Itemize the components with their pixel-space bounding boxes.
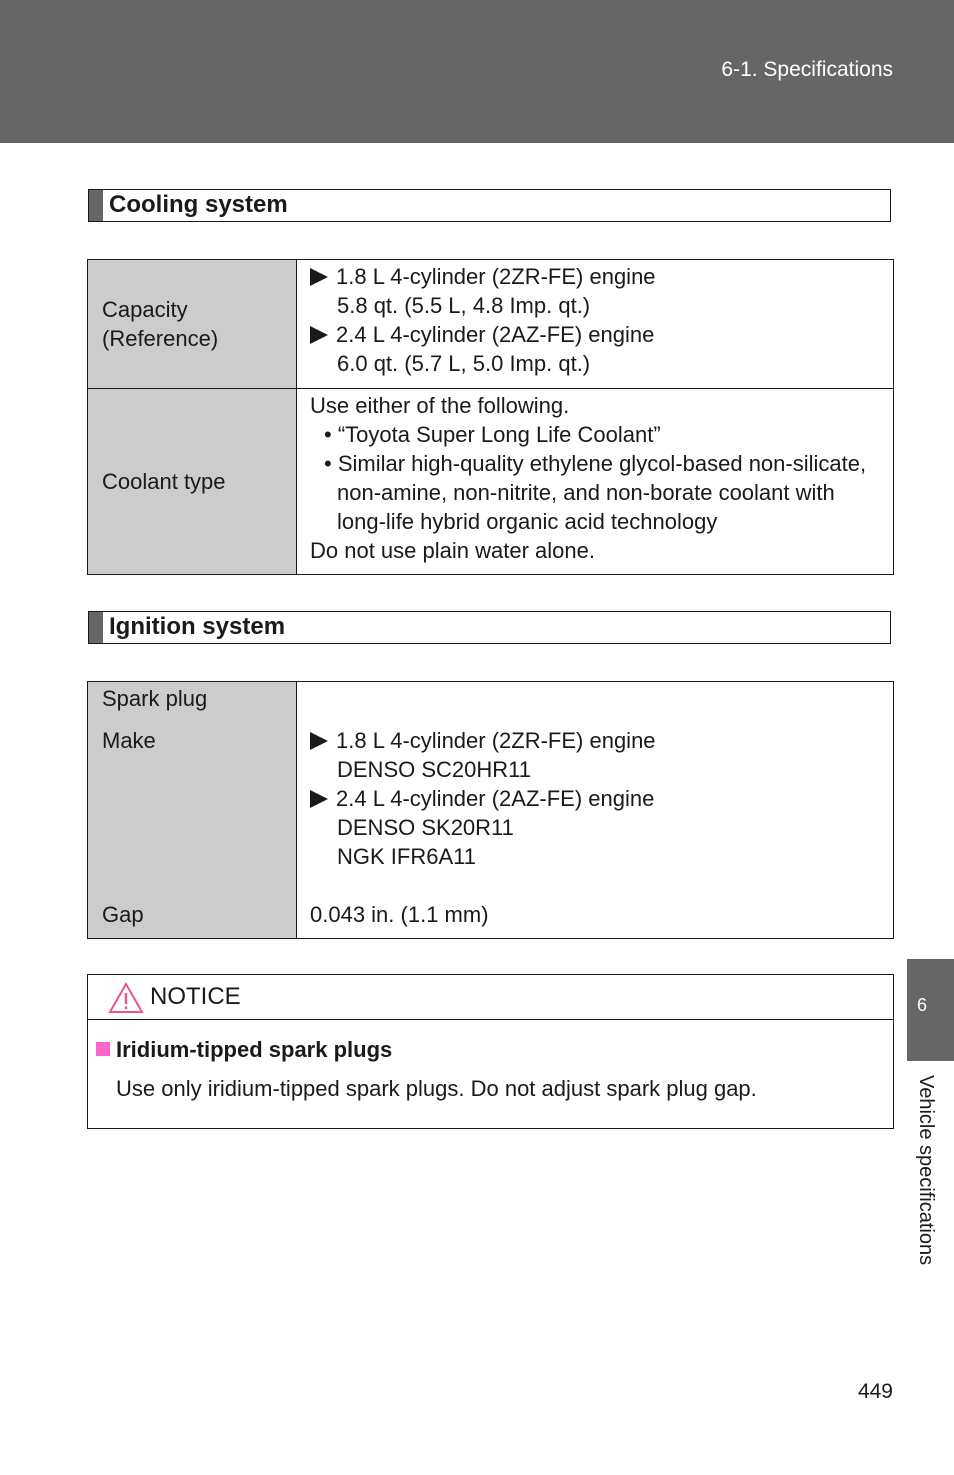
spark-plug-key xyxy=(88,682,297,939)
engine-1-row xyxy=(310,262,893,291)
ignition-system-title: Ignition system xyxy=(109,613,286,640)
arrow-right-icon xyxy=(310,326,328,344)
header-band xyxy=(0,0,954,143)
table-row xyxy=(88,260,894,389)
cooling-system-title: Cooling system xyxy=(109,191,288,218)
engine-2-row xyxy=(310,784,656,813)
notice-header xyxy=(88,975,893,1020)
coolant-bullet-2-cont: long-life hybrid organic acid technology xyxy=(337,509,718,534)
heading-bar xyxy=(89,190,103,221)
capacity-reference-label: (Reference) xyxy=(102,326,219,351)
gap-label: Gap xyxy=(102,902,144,927)
coolant-type-key xyxy=(88,389,297,575)
notice-box xyxy=(87,974,894,1129)
coolant-bullet-1: • “Toyota Super Long Life Coolant” xyxy=(324,422,661,447)
engine-2-plug-ngk: NGK IFR6A11 xyxy=(337,844,476,869)
heading-bar xyxy=(89,612,103,643)
gap-value: 0.043 in. (1.1 mm) xyxy=(310,902,489,927)
arrow-right-icon xyxy=(310,268,328,286)
chapter-label: Vehicle specifications xyxy=(915,1075,937,1266)
engine-2-plug-denso: DENSO SK20R11 xyxy=(337,815,514,840)
coolant-warning: Do not use plain water alone. xyxy=(310,538,595,563)
arrow-right-icon xyxy=(310,790,328,808)
page-number: 449 xyxy=(857,1380,893,1403)
section-breadcrumb: 6-1. Specifications xyxy=(721,58,893,81)
engine-1-label: 1.8 L 4-cylinder (2ZR-FE) engine xyxy=(336,728,656,753)
engine-2-label: 2.4 L 4-cylinder (2AZ-FE) engine xyxy=(336,786,655,811)
ignition-system-heading xyxy=(88,611,891,644)
engine-2-row xyxy=(310,320,893,349)
cooling-system-table xyxy=(87,259,894,575)
table-row xyxy=(88,682,894,939)
notice-label: NOTICE xyxy=(150,983,241,1010)
engine-1-capacity: 5.8 qt. (5.5 L, 4.8 Imp. qt.) xyxy=(337,293,591,318)
coolant-type-label: Coolant type xyxy=(102,469,226,494)
notice-text: Use only iridium-tipped spark plugs. Do not adjust spark plug gap. xyxy=(116,1076,757,1101)
pink-square-icon xyxy=(96,1042,110,1056)
engine-1-label: 1.8 L 4-cylinder (2ZR-FE) engine xyxy=(336,264,656,289)
coolant-bullet-2: • Similar high-quality ethylene glycol-based non-silicate, xyxy=(324,451,867,476)
cooling-system-heading xyxy=(88,189,891,222)
coolant-bullet-2-cont: non-amine, non-nitrite, and non-borate coolant with xyxy=(337,480,835,505)
capacity-value xyxy=(297,260,894,389)
ignition-system-table xyxy=(87,681,894,939)
notice-subtitle xyxy=(96,1037,392,1063)
make-values xyxy=(310,726,656,871)
coolant-type-value xyxy=(297,389,894,575)
engine-2-label: 2.4 L 4-cylinder (2AZ-FE) engine xyxy=(336,322,655,347)
spark-plug-value xyxy=(297,682,894,939)
spark-plug-label: Spark plug xyxy=(102,686,208,711)
engine-2-capacity: 6.0 qt. (5.7 L, 5.0 Imp. qt.) xyxy=(337,351,591,376)
chapter-tab xyxy=(907,959,954,1061)
capacity-key xyxy=(88,260,297,389)
warning-triangle-icon xyxy=(108,982,144,1014)
engine-1-row xyxy=(310,726,656,755)
coolant-intro: Use either of the following. xyxy=(310,393,570,418)
chapter-number: 6 xyxy=(917,995,928,1015)
table-row xyxy=(88,389,894,575)
engine-1-plug: DENSO SC20HR11 xyxy=(337,757,531,782)
notice-subtitle-text: Iridium-tipped spark plugs xyxy=(116,1037,393,1062)
make-label: Make xyxy=(102,728,156,753)
arrow-right-icon xyxy=(310,732,328,750)
capacity-label: Capacity xyxy=(102,297,188,322)
